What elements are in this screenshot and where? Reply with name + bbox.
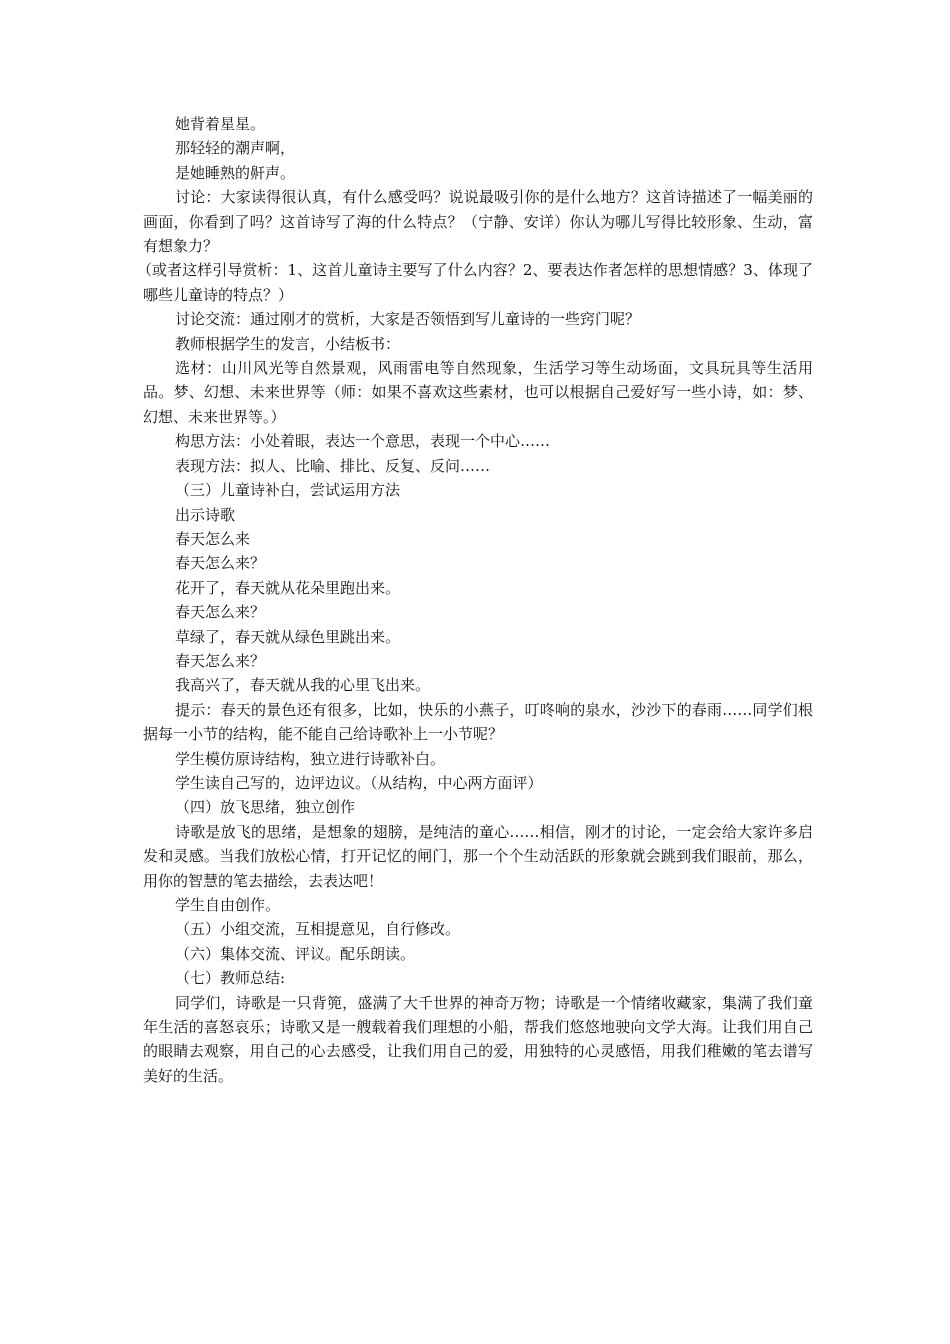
paragraph: 学生自由创作。 xyxy=(175,896,281,914)
paragraph: 花开了，春天就从花朵里跑出来。 xyxy=(175,578,401,597)
paragraph: （六）集体交流、评议。配乐朗读。 xyxy=(175,944,416,963)
paragraph: 表现方法：拟人、比喻、排比、反复、反问…… xyxy=(175,456,491,475)
document-body xyxy=(137,112,813,1088)
paragraph: 诗歌是放飞的思绪，是想象的翅膀，是纯洁的童心……相信，刚才的讨论，一定会给大家许多启发和灵感。当我们放松心情，打开记忆的闸门，那一个个生动活跃的形象就会跳到我们眼前，那么，用你的智慧的笔去描绘，去表达吧！ xyxy=(143,822,813,890)
paragraph: 草绿了，春天就从绿色里跳出来。 xyxy=(175,627,401,646)
paragraph: 讨论：大家读得很认真，有什么感受吗？说说最吸引你的是什么地方？这首诗描述了一幅美丽的画面，你看到了吗？这首诗写了海的什么特点？（宁静、安详）你认为哪儿写得比较形象、生动，富有想象力？ xyxy=(143,188,813,256)
paragraph: 学生读自己写的，边评边议。（从结构，中心两方面评） xyxy=(175,773,543,792)
paragraph: 讨论交流：通过刚才的赏析，大家是否领悟到写儿童诗的一些窍门呢？ xyxy=(175,310,641,329)
paragraph: （四）放飞思绪，独立创作 xyxy=(175,798,356,817)
paragraph: 出示诗歌 xyxy=(175,505,236,524)
paragraph: 教师根据学生的发言，小结板书： xyxy=(175,334,401,353)
paragraph: 春天怎么来？ xyxy=(175,651,266,670)
paragraph: 提示：春天的景色还有很多，比如，快乐的小燕子，叮咚响的泉水，沙沙下的春雨……同学们根据每一小节的结构，能不能自己给诗歌补上一小节呢？ xyxy=(143,700,813,744)
paragraph: 她背着星星。 xyxy=(175,115,266,133)
paragraph: 选材：山川风光等自然景观，风雨雷电等自然现象，生活学习等生动场面，文具玩具等生活用品。梦、幻想、未来世界等（师：如果不喜欢这些素材，也可以根据自己爱好写一些小诗，如：梦、幻想、未来世界等。） xyxy=(143,359,813,426)
paragraph: 那轻轻的潮声啊， xyxy=(175,139,296,158)
paragraph: （七）教师总结: xyxy=(175,969,286,988)
paragraph: （或者这样引导赏析：1、这首儿童诗主要写了什么内容？2、要表达作者怎样的思想情感？3、体现了哪些儿童诗的特点？） xyxy=(137,261,813,304)
paragraph: 春天怎么来 xyxy=(175,529,251,548)
paragraph: 春天怎么来？ xyxy=(175,603,266,622)
paragraph: 同学们，诗歌是一只背篼，盛满了大千世界的神奇万物；诗歌是一个情绪收藏家，集满了我们童年生活的喜怒哀乐；诗歌又是一艘载着我们理想的小船，帮我们悠悠地驶向文学大海。让我们用自己的眼睛去观察，用自己的心去感受，让我们用自己的爱，用独特的心灵感悟，用我们稚嫩的笔去谱写美好的生活。 xyxy=(143,993,813,1085)
paragraph: 构思方法：小处着眼，表达一个意思，表现一个中心…… xyxy=(175,432,551,451)
paragraph: 春天怎么来？ xyxy=(175,554,266,573)
paragraph: 学生模仿原诗结构，独立进行诗歌补白。 xyxy=(175,749,446,768)
paragraph: （五）小组交流，互相提意见，自行修改。 xyxy=(175,920,461,939)
paragraph: （三）儿童诗补白，尝试运用方法 xyxy=(175,481,401,500)
paragraph: 我高兴了，春天就从我的心里飞出来。 xyxy=(175,676,431,695)
paragraph: 是她睡熟的鼾声。 xyxy=(175,163,296,182)
